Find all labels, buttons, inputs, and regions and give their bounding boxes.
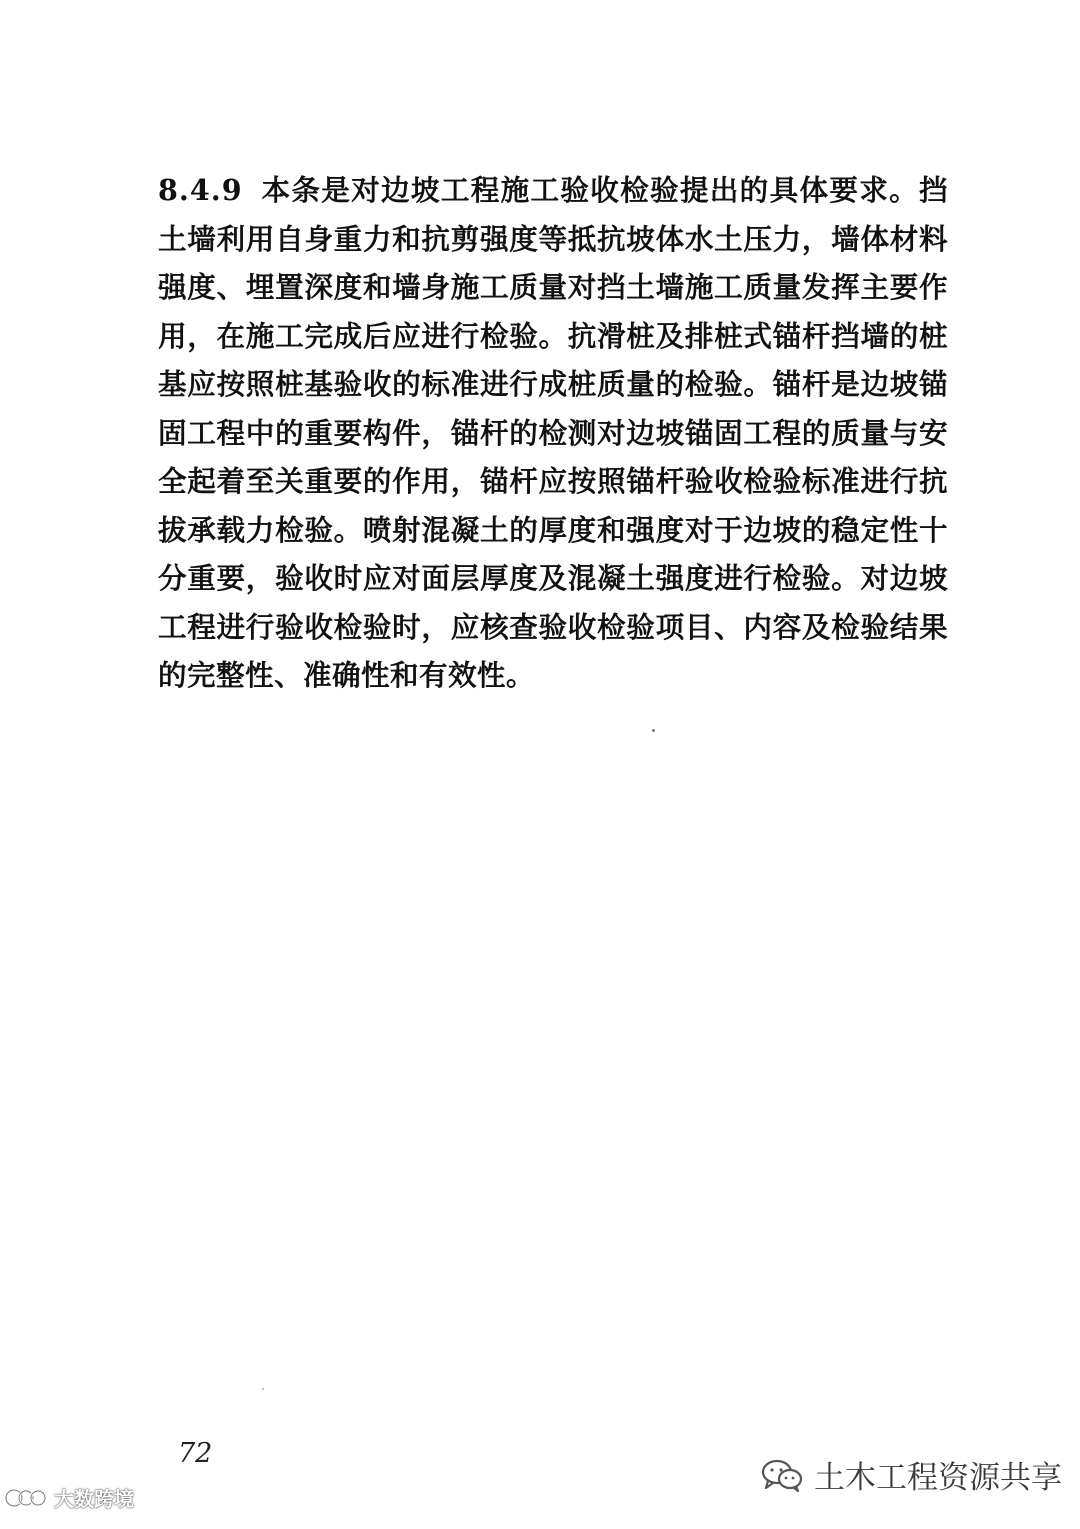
clause-number: 8.4.9 bbox=[158, 173, 243, 207]
watermark-left bbox=[4, 1483, 134, 1512]
clause-paragraph bbox=[158, 166, 948, 700]
watermark-right bbox=[760, 1452, 1062, 1497]
watermark-right-text: 土木工程资源共享 bbox=[814, 1460, 1062, 1496]
dashujk-logo-icon bbox=[4, 1484, 50, 1512]
scan-speck bbox=[262, 1388, 264, 1390]
wechat-icon bbox=[760, 1457, 804, 1493]
watermark-left-text: 大数跨境 bbox=[54, 1487, 134, 1511]
clause-text: 本条是对边坡工程施工验收检验提出的具体要求。挡土墙利用自身重力和抗剪强度等抵抗坡体水土压力，墙体材料强度、埋置深度和墙身施工质量对挡土墙施工质量发挥主要作用，在施工完成后应进行检验。抗滑桩及排桩式锚杆挡墙的桩基应按照桩基验收的标准进行成桩质量的检验。锚杆是边坡锚固工程中的重要构件，锚杆的检测对边坡锚固工程的质量与安全起着至关重要的作用，锚杆应按照锚杆验收检验标准进行抗拔承载力检验。喷射混凝土的厚度和强度对于边坡的稳定性十分重要，验收时应对面层厚度及混凝土强度进行检验。对边坡工程进行验收检验时，应核查验收检验项目、内容及检验结果的完整性、准确性和有效性。 bbox=[158, 173, 948, 692]
scan-speck bbox=[652, 729, 655, 732]
page-number: 72 bbox=[178, 1438, 213, 1469]
